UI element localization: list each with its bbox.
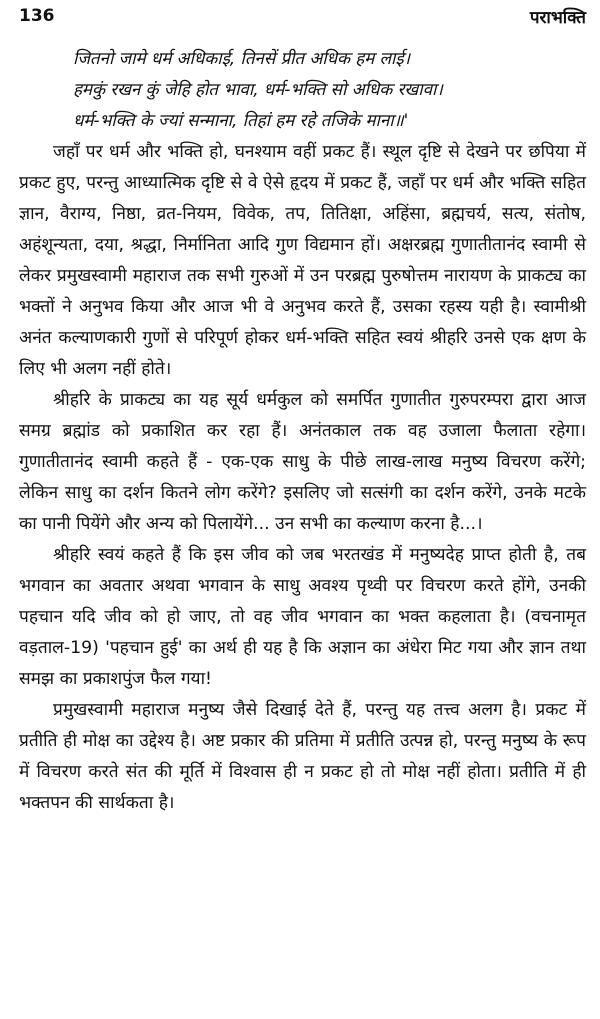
- page-header: [19, 0, 586, 30]
- verse-line: हमकुं रखन कुं जेहि होत भावा, धर्म-भक्ति सो अधिक रखावा।: [73, 80, 443, 100]
- paragraph: [19, 137, 586, 385]
- paragraph: [19, 695, 586, 819]
- running-title: पराभक्ति: [529, 7, 586, 28]
- verse-line: जितनो जामे धर्म अधिकाई, तिनसें प्रीत अधिक हम लाई।: [73, 49, 410, 69]
- paragraph: [19, 385, 586, 540]
- page-number: 136: [19, 6, 55, 26]
- paragraph: [19, 540, 586, 695]
- paragraph-text: जहाँ पर धर्म और भक्ति हो, घनश्याम वहीं प्रकट हैं। स्थूल दृष्टि से देखने पर छपिया में प्रकट हुए, परन्तु आध्यात्मिक दृष्टि से वे ऐसे हृदय में प्रकट हैं, जहाँ पर धर्म और भक्ति सहित ज्ञान, वैराग्य, निष्ठा, व्रत-नियम, विवेक, तप, तितिक्षा, अहिंसा, ब्रह्मचर्य, सत्य, संतोष, अहंशून्यता, दया, श्रद्धा, निर्मानिता आदि गुण विद्यमान हों। अक्षरब्रह्म गुणातीतानंद स्वामी से लेकर प्रमुखस्वामी महाराज तक सभी गुरुओं में उन परब्रह्म पुरुषोत्तम नारायण के प्राकट्य का भक्तों ने अनुभव किया और आज भी वे अनुभव करते हैं, उसका रहस्य यही है। स्वामीश्री अनंत कल्याणकारी गुणों से परिपूर्ण होकर धर्म-भक्ति सहित स्वयं श्रीहरि उनसे एक क्षण के लिए भी अलग नहीं होते।: [19, 142, 586, 379]
- body-text: [19, 137, 586, 819]
- paragraph-text: श्रीहरि के प्राकट्य का यह सूर्य धर्मकुल को समर्पित गुणातीत गुरुपरम्परा द्वारा आज समग्र ब्रह्मांड को प्रकाशित कर रहा हैं। अनंतकाल तक वह उजाला फैलाता रहेगा। गुणातीतानंद स्वामी कहते हैं - एक-एक साधु के पीछे लाख-लाख मनुष्य विचरण करेंगे; लेकिन साधु का दर्शन कितने लोग करेंगे? इसलिए जो सत्संगी का दर्शन करेंगे, उनके मटके का पानी पियेंगे और अन्य को पिलायेंगे... उन सभी का कल्याण करना है...।: [19, 390, 586, 534]
- verse-line: धर्म-भक्ति के ज्यां सन्माना, तिहां हम रहे तजिके माना॥': [73, 111, 409, 131]
- verse-quote: [19, 44, 586, 137]
- paragraph-text: श्रीहरि स्वयं कहते हैं कि इस जीव को जब भरतखंड में मनुष्यदेह प्राप्त होती है, तब भगवान का अवतार अथवा भगवान के साधु अवश्य पृथ्वी पर विचरण करते होंगे, उनकी पहचान यदि जीव को हो जाए, तो वह जीव भगवान का भक्त कहलाता है। (वचनामृत वड़ताल-19) 'पहचान हुई' का अर्थ ही यह है कि अज्ञान का अंधेरा मिट गया और ज्ञान तथा समझ का प्रकाशपुंज फैल गया!: [19, 545, 586, 689]
- paragraph-text: प्रमुखस्वामी महाराज मनुष्य जैसे दिखाई देते हैं, परन्तु यह तत्त्व अलग है। प्रकट में प्रतीति ही मोक्ष का उद्देश्य है। अष्ट प्रकार की प्रतिमा में प्रतीति उत्पन्न हो, परन्तु मनुष्य के रूप में विचरण करते संत की मूर्ति में विश्वास ही न प्रकट हो तो मोक्ष नहीं होता। प्रतीति में ही भक्तपन की सार्थकता है।: [19, 700, 586, 813]
